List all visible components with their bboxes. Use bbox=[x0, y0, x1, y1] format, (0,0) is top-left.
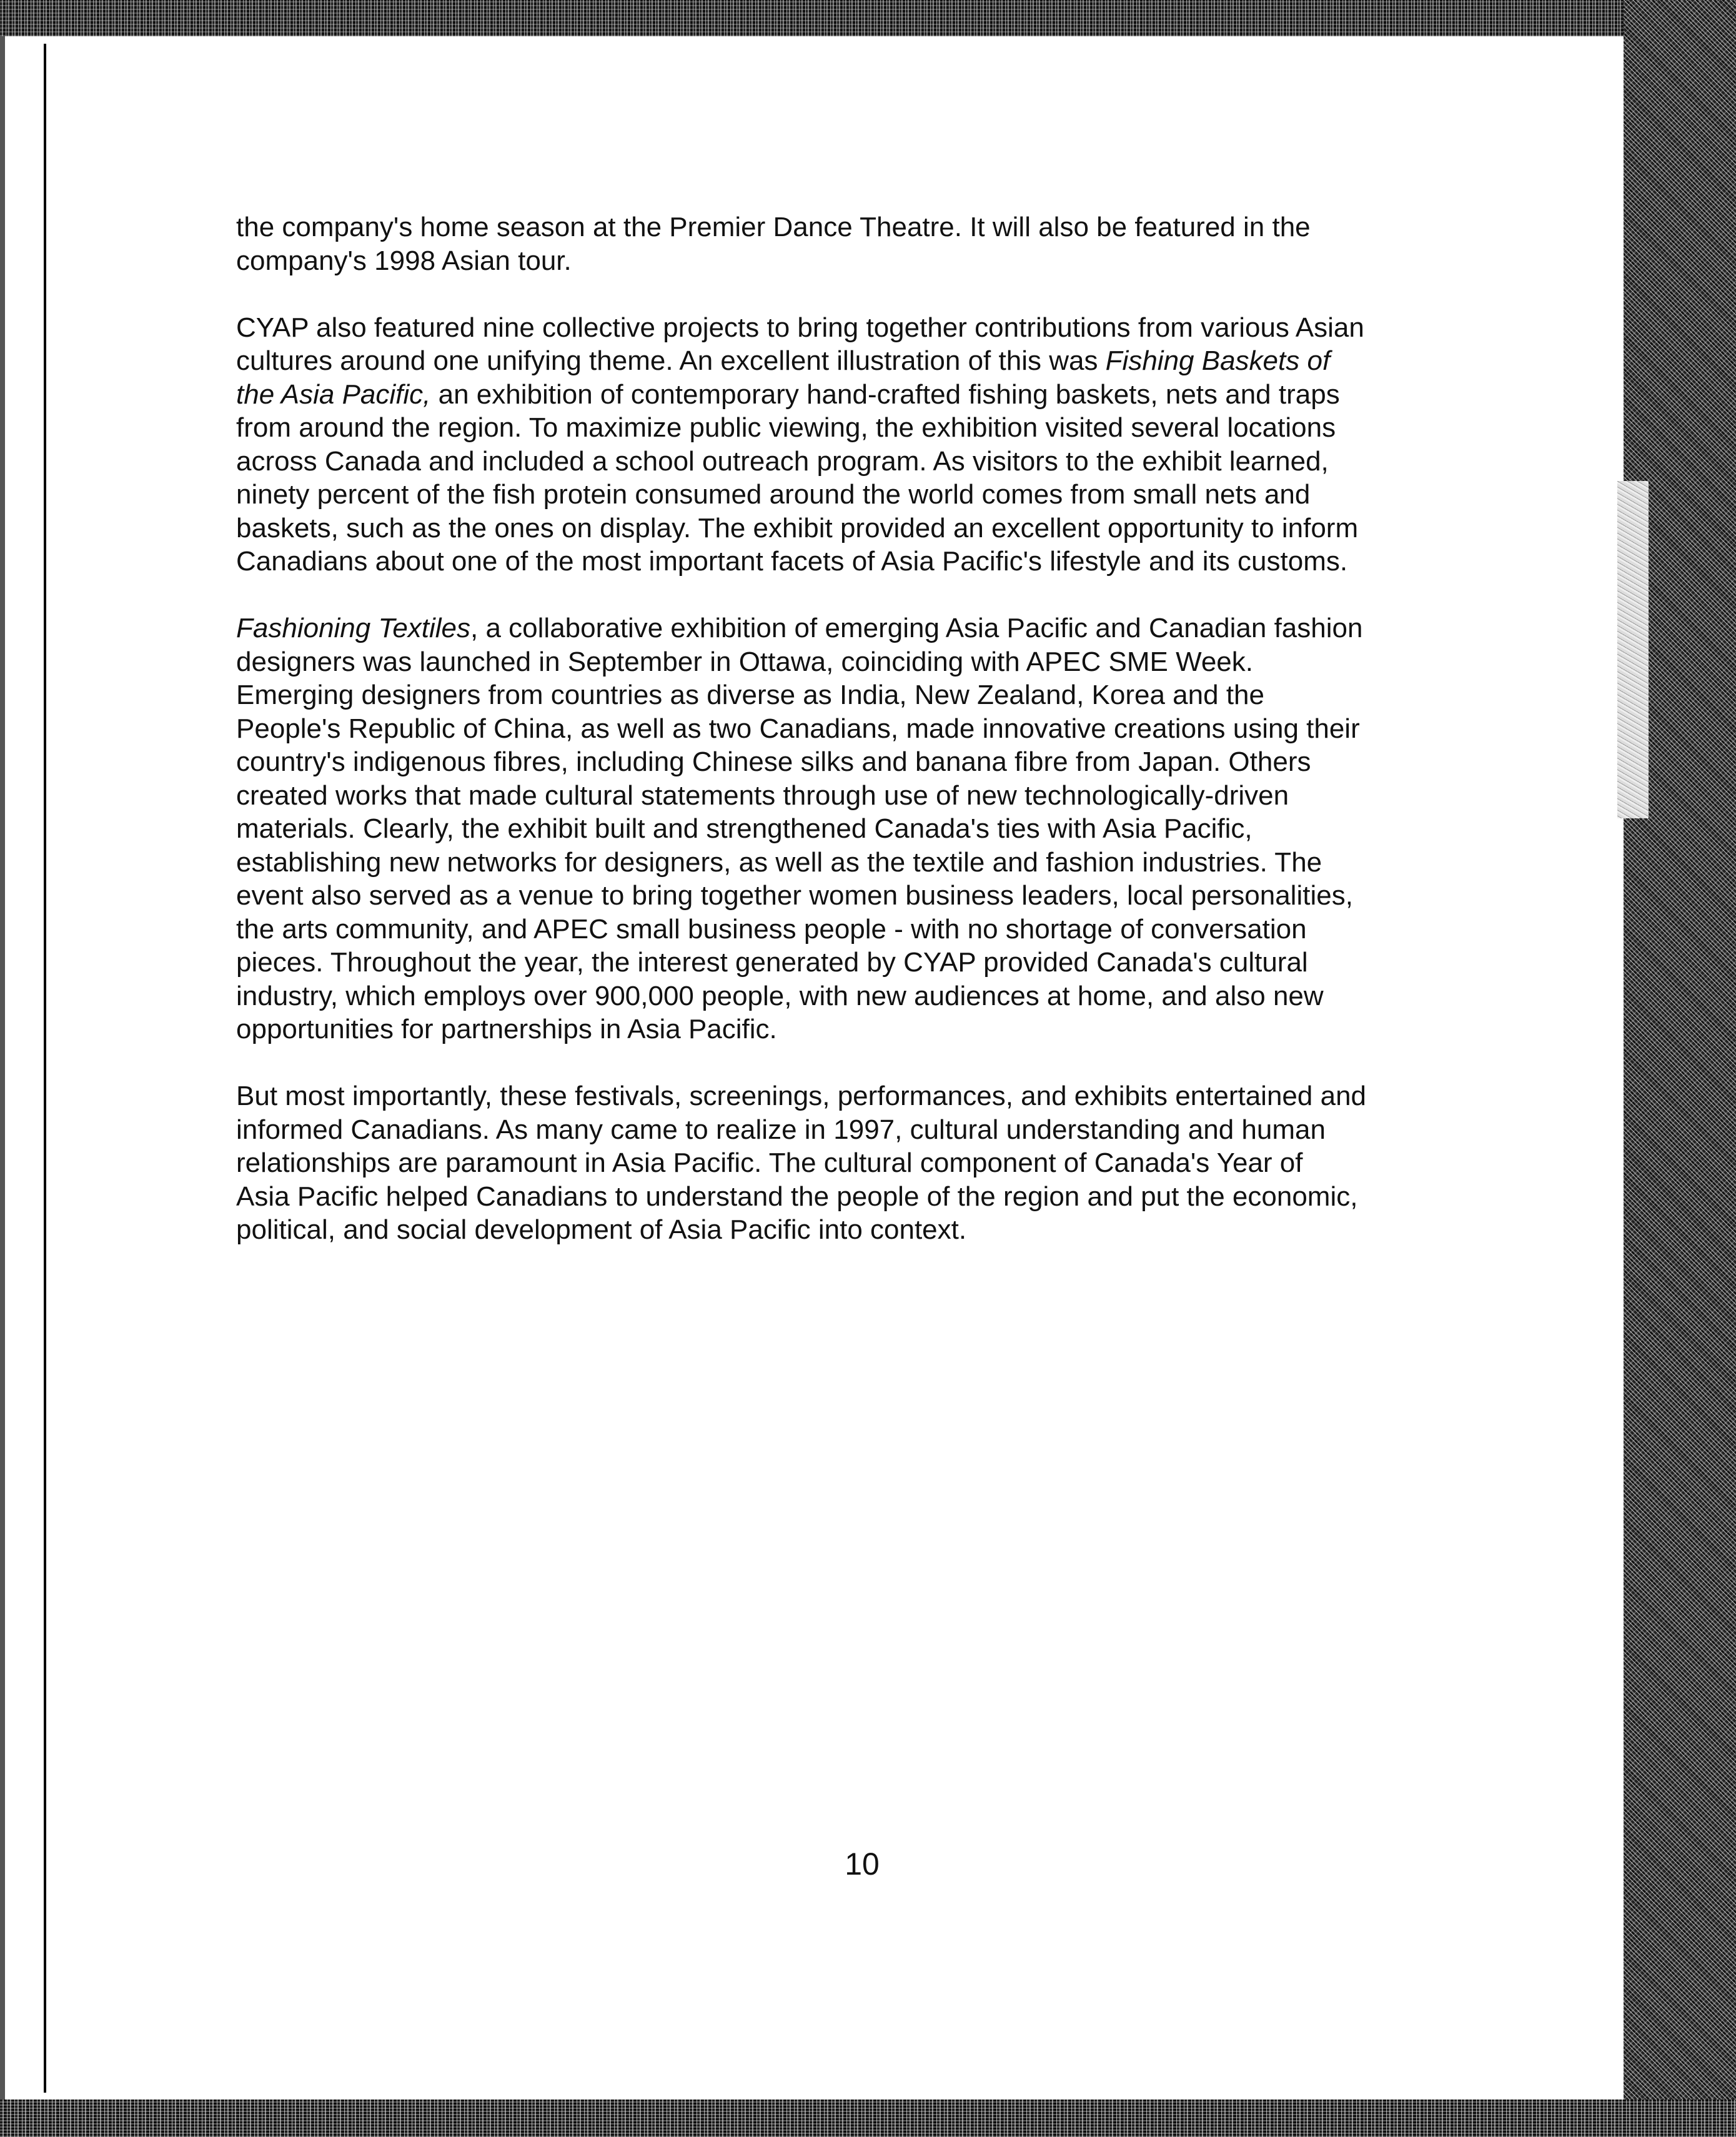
body-text bbox=[236, 211, 1448, 1280]
scan-noise-right-light bbox=[1617, 481, 1649, 818]
scan-noise-top bbox=[0, 0, 1736, 36]
paragraph-fishing-baskets bbox=[236, 311, 1448, 578]
page-left-border bbox=[44, 44, 46, 2093]
exhibit-title-fashioning-textiles: Fashioning Textiles bbox=[236, 613, 471, 643]
page-number: 10 bbox=[845, 1847, 880, 1882]
paragraph-fishing-baskets-intro: CYAP also featured nine collective projects to bring together contributions from various Asian cultures around one unifying theme. An excellent illustration of this was bbox=[236, 312, 1364, 376]
paragraph-conclusion: But most importantly, these festivals, screenings, performances, and exhibits entertained and informed Canadians. As many came to realize in 1997, cultural understanding and human relationships are paramount in Asia Pacific. The cultural component of Canada's Year of Asia Pacific helped Canadians to understand the people of the region and put the economic, political, and social development of Asia Pacific into context. bbox=[236, 1081, 1367, 1245]
paragraph-fashioning-textiles-body: , a collaborative exhibition of emerging Asia Pacific and Canadian fashion designers was launched in September in Ottawa, coinciding with APEC SME Week. Emerging designers from countries as diverse as India, New Zealand, Korea and the People's Republic of China, as well as two Canadians, made innovative creations using their country's indigenous fibres, including Chinese silks and banana fibre from Japan. Others created works that made cultural statements through use of new technologically-driven materials. Clearly, the exhibit built and strengthened Canada's ties with Asia Pacific, establishing new networks for designers, as well as the textile and fashion industries. The event also served as a venue to bring together women business leaders, local personalities, the arts community, and APEC small business people - with no shortage of conversation pieces. Throughout the year, the interest generated by CYAP provided Canada's cultural industry, which employs over 900,000 people, with new audiences at home, and also new opportunities for partnerships in Asia Pacific. bbox=[236, 613, 1363, 1044]
exhibit-title-fishing-baskets: Fishing Baskets of the Asia Pacific, bbox=[236, 345, 1331, 410]
paragraph-dance-theatre: the company's home season at the Premier Dance Theatre. It will also be featured in the company's 1998 Asian tour. bbox=[236, 212, 1311, 276]
scan-noise-left bbox=[0, 36, 5, 2100]
paragraph-fishing-baskets-body: an exhibition of contemporary hand-crafted fishing baskets, nets and traps from around the region. To maximize public viewing, the exhibition visited several locations across Canada and included a school outreach program. As visitors to the exhibit learned, ninety percent of the fish protein consumed around the world comes from small nets and baskets, such as the ones on display. The exhibit provided an excellent opportunity to inform Canadians about one of the most important facets of Asia Pacific's lifestyle and its customs. bbox=[236, 379, 1359, 577]
paragraph-fashioning-textiles bbox=[236, 612, 1448, 1046]
scan-noise-bottom bbox=[0, 2100, 1736, 2137]
scan-noise-right bbox=[1624, 0, 1736, 2137]
